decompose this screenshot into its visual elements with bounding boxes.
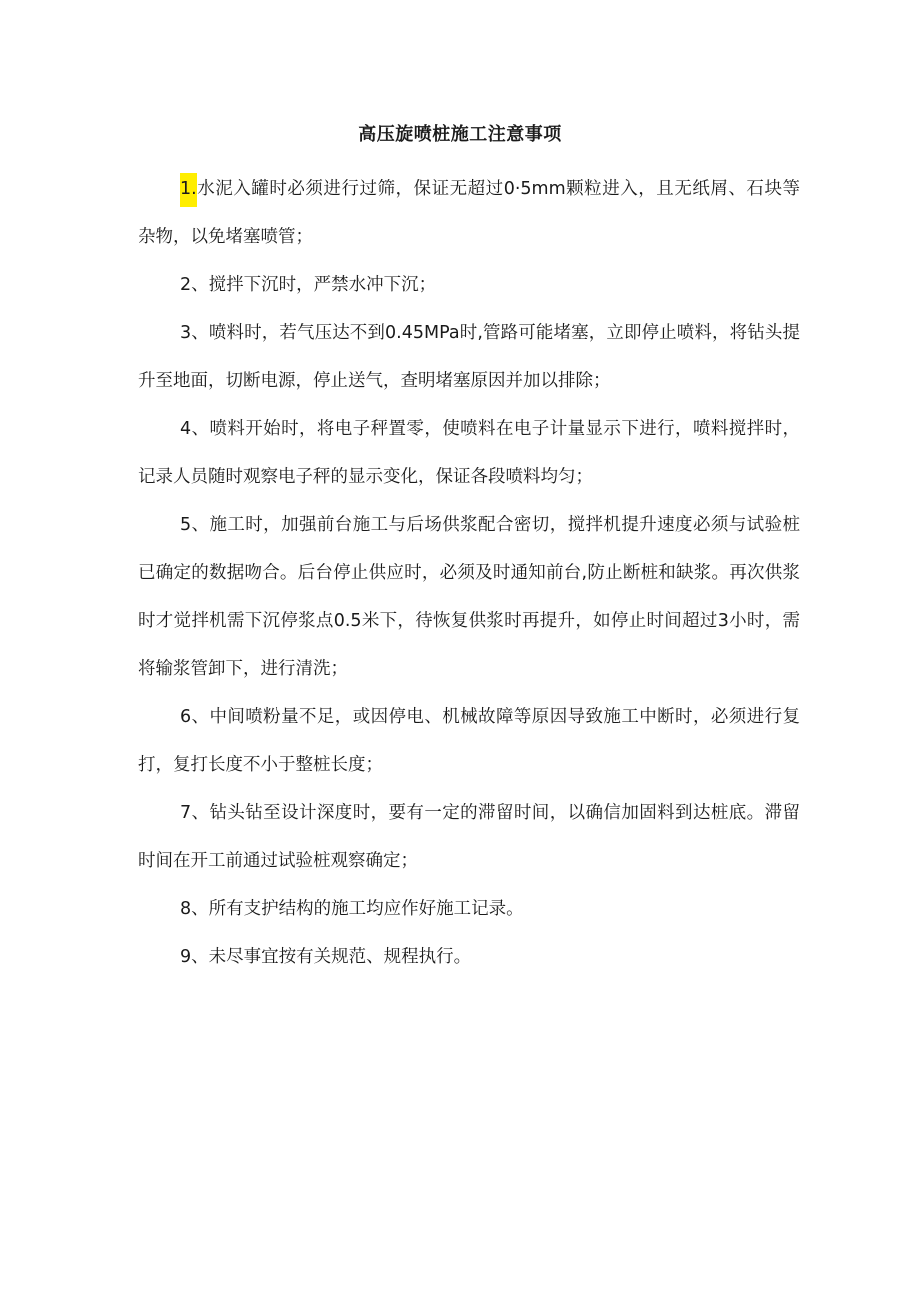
list-item-7: 7、钻头钻至设计深度时，要有一定的滞留时间，以确信加固料到达桩底。滞留时间在开工前通过试验桩观察确定；	[138, 803, 800, 871]
list-item-2: 2、搅拌下沉时，严禁水冲下沉；	[180, 275, 437, 295]
document-title: 高压旋喷桩施工注意事项	[358, 124, 562, 145]
list-item-9: 9、未尽事宜按有关规范、规程执行。	[180, 947, 472, 967]
document-body	[138, 165, 800, 981]
list-item-text: 水泥入罐时必须进行过筛，保证无超过0·5mm颗粒进入，且无纸屑、石块等杂物，以免堵塞喷管；	[138, 179, 800, 247]
list-item-8: 8、所有支护结构的施工均应作好施工记录。	[180, 899, 524, 919]
list-item-4: 4、喷料开始时，将电子秤置零，使喷料在电子计量显示下进行，喷料搅拌时，记录人员随时观察电子秤的显示变化，保证各段喷料均匀；	[138, 419, 800, 487]
list-item-3: 3、喷料时，若气压达不到0.45MPa时,管路可能堵塞，立即停止喷料，将钻头提升至地面，切断电源，停止送气，查明堵塞原因并加以排除；	[138, 323, 800, 391]
highlighted-item-number: 1.	[180, 173, 197, 207]
list-item-6: 6、中间喷粉量不足，或因停电、机械故障等原因导致施工中断时，必须进行复打，复打长度不小于整桩长度；	[138, 707, 800, 775]
list-item-5: 5、施工时，加强前台施工与后场供浆配合密切，搅拌机提升速度必须与试验桩已确定的数据吻合。后台停止供应时，必须及时通知前台,防止断桩和缺浆。再次供浆时才觉拌机需下沉停浆点0.5米下，待恢复供浆时再提升，如停止时间超过3小时，需将输浆管卸下，进行清洗；	[138, 515, 800, 679]
list-item-1	[138, 165, 800, 261]
